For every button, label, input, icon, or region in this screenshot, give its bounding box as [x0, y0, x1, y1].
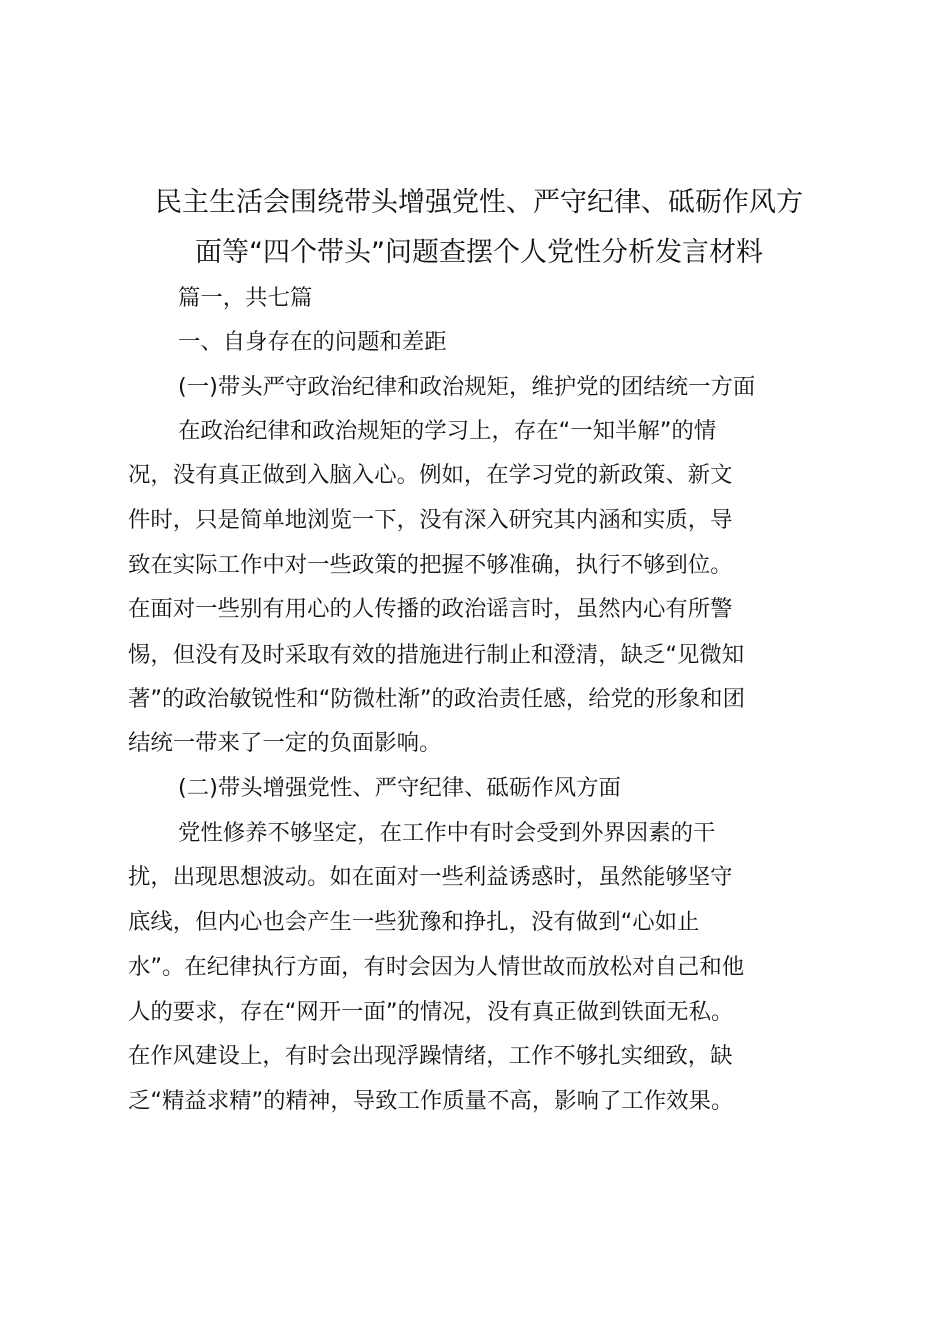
- paragraph-1-line: 著”的政治敏锐性和“防微杜渐”的政治责任感，给党的形象和团: [128, 686, 745, 712]
- subsection-heading-2: (二)带头增强党性、严守纪律、砥砺作风方面: [178, 775, 621, 801]
- paragraph-2-line: 底线，但内心也会产生一些犹豫和挣扎，没有做到“心如止: [128, 909, 700, 935]
- paragraph-2-line: 人的要求，存在“网开一面”的情况，没有真正做到铁面无私。: [128, 999, 734, 1025]
- paragraph-1-line: 结统一带来了一定的负面影响。: [128, 730, 442, 756]
- paragraph-1-line: 在面对一些别有用心的人传播的政治谣言时，虽然内心有所警: [128, 596, 733, 622]
- paragraph-2-line: 水”。在纪律执行方面，有时会因为人情世故而放松对自己和他: [128, 954, 745, 980]
- paragraph-1-line: 在政治纪律和政治规矩的学习上，存在“一知半解”的情: [178, 418, 717, 444]
- paragraph-1-line: 件时，只是简单地浏览一下，没有深入研究其内涵和实质，导: [128, 507, 733, 533]
- section-heading: 一、自身存在的问题和差距: [178, 329, 447, 355]
- document-title-line-2: 面等“四个带头”问题查摆个人党性分析发言材料: [195, 237, 763, 268]
- paragraph-2-line: 乏“精益求精”的精神，导致工作质量不高，影响了工作效果。: [128, 1088, 734, 1114]
- article-count-line: 篇一，共七篇: [178, 285, 313, 311]
- paragraph-2-line: 党性修养不够坚定，在工作中有时会受到外界因素的干: [178, 820, 716, 846]
- document-title-line-1: 民主生活会围绕带头增强党性、严守纪律、砥砺作风方: [155, 187, 803, 218]
- paragraph-1-line: 致在实际工作中对一些政策的把握不够准确，执行不够到位。: [128, 552, 733, 578]
- subsection-heading-1: (一)带头严守政治纪律和政治规矩，维护党的团结统一方面: [178, 374, 756, 400]
- paragraph-2-line: 扰，出现思想波动。如在面对一些利益诱惑时，虽然能够坚守: [128, 864, 733, 890]
- paragraph-1-line: 况，没有真正做到入脑入心。例如，在学习党的新政策、新文: [128, 462, 733, 488]
- paragraph-1-line: 惕，但没有及时采取有效的措施进行制止和澄清，缺乏“见微知: [128, 642, 745, 668]
- paragraph-2-line: 在作风建设上，有时会出现浮躁情绪，工作不够扎实细致，缺: [128, 1043, 733, 1069]
